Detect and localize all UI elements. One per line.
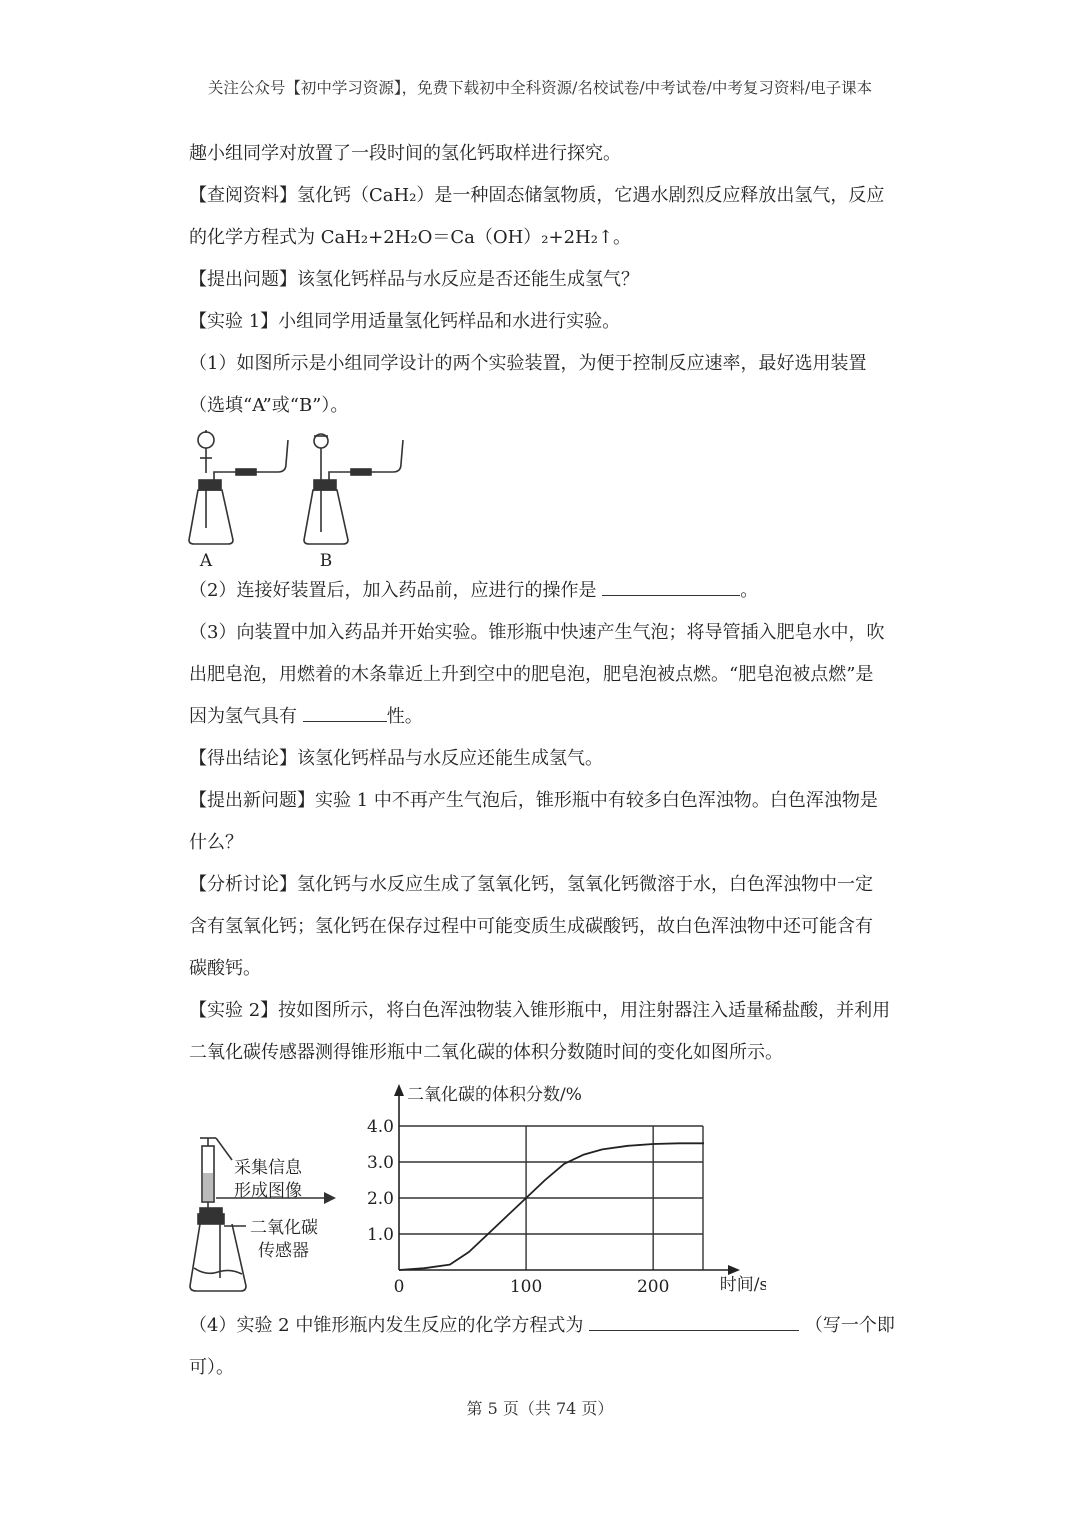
question-2: （2）连接好装置后，加入药品前，应进行的操作是 。 [189,570,919,612]
sensor-label-2: 传感器 [258,1241,309,1261]
y-axis-arrow [394,1084,404,1096]
content-bottom [189,1305,919,1389]
paragraph: 【实验 1】小组同学用适量氢化钙样品和水进行实验。 [189,311,621,332]
paragraph: 【提出新问题】实验 1 中不再产生气泡后，锥形瓶中有较多白色浑浊物。白色浑浊物是 [189,790,878,811]
experiment-2-drawing [186,1078,766,1303]
answer-blank[interactable] [589,1312,799,1331]
paragraph: （3）向装置中加入药品并开始实验。锥形瓶中快速产生气泡；将导管插入肥皂水中，吹 [189,622,885,643]
sensor-label-1: 二氧化碳 [250,1218,318,1238]
y-tick-label: 1.0 [366,1225,394,1245]
question-4: （4）实验 2 中锥形瓶内发生反应的化学方程式为 （写一个即 [189,1305,919,1347]
y-axis-label: 二氧化碳的体积分数/% [407,1085,582,1105]
content-mid [189,570,919,1074]
paragraph: 二氧化碳传感器测得锥形瓶中二氧化碳的体积分数随时间的变化如图所示。 [189,1042,783,1063]
x-tick-label: 100 [509,1277,543,1297]
page-header: 关注公众号【初中学习资源】，免费下载初中全科资源/名校试卷/中考试卷/中考复习资料/电子课本 [207,79,873,97]
flask-a [189,490,233,544]
flask [190,1224,246,1291]
paragraph: 【得出结论】该氢化钙样品与水反应还能生成氢气。 [189,748,603,769]
apparatus-figure [186,428,426,573]
page-footer: 第 5 页（共 74 页） [466,1399,614,1418]
content-top [189,133,919,427]
answer-blank[interactable] [303,703,387,722]
answer-blank[interactable] [602,577,740,596]
y-tick-label: 3.0 [366,1153,394,1173]
flask-b [304,490,348,544]
y-tick-label: 2.0 [366,1189,394,1209]
x-tick-label: 200 [636,1277,670,1297]
paragraph: 【实验 2】按如图所示，将白色浑浊物装入锥形瓶中，用注射器注入适量稀盐酸，并利用 [189,1000,891,1021]
paragraph: 含有氢氧化钙；氢化钙在保存过程中可能变质生成碳酸钙，故白色浑浊物中还可能含有 [189,916,873,937]
paragraph: （1）如图所示是小组同学设计的两个实验装置，为便于控制反应速率，最好选用装置 [189,353,867,374]
co2-chart [367,1084,766,1297]
paragraph: 【提出问题】该氢化钙样品与水反应是否还能生成氢气？ [189,269,639,290]
label-a: A [199,551,213,571]
paragraph: 趣小组同学对放置了一段时间的氢化钙取样进行探究。 [189,143,621,164]
paragraph: 出肥皂泡，用燃着的木条靠近上升到空中的肥皂泡，肥皂泡被点燃。“肥皂泡被点燃”是 [189,664,874,685]
x-tick-label: 0 [393,1277,405,1297]
apparatus-drawing [186,428,426,573]
paragraph: 可）。 [189,1357,234,1378]
experiment-2-figure [186,1078,766,1303]
collect-label-1: 采集信息 [234,1158,302,1178]
x-axis-label: 时间/s [719,1275,766,1295]
paragraph: （选填“A”或“B”）。 [189,395,349,416]
question-3: 因为氢气具有 性。 [189,696,919,738]
paragraph: 什么？ [189,832,243,853]
paragraph: 碳酸钙。 [189,958,261,979]
label-b: B [319,551,333,571]
paragraph: 【查阅资料】氢化钙（CaH₂）是一种固态储氢物质，它遇水剧烈反应释放出氢气，反应 [189,185,885,206]
paragraph: 的化学方程式为 CaH₂+2H₂O＝Ca（OH）₂+2H₂↑。 [189,227,632,248]
paragraph: 【分析讨论】氢化钙与水反应生成了氢氧化钙，氢氧化钙微溶于水，白色浑浊物中一定 [189,874,873,895]
collect-label-2: 形成图像 [234,1181,302,1201]
x-axis-arrow [728,1265,740,1275]
separatory-funnel-bulb [198,432,214,448]
y-tick-label: 4.0 [366,1117,394,1137]
